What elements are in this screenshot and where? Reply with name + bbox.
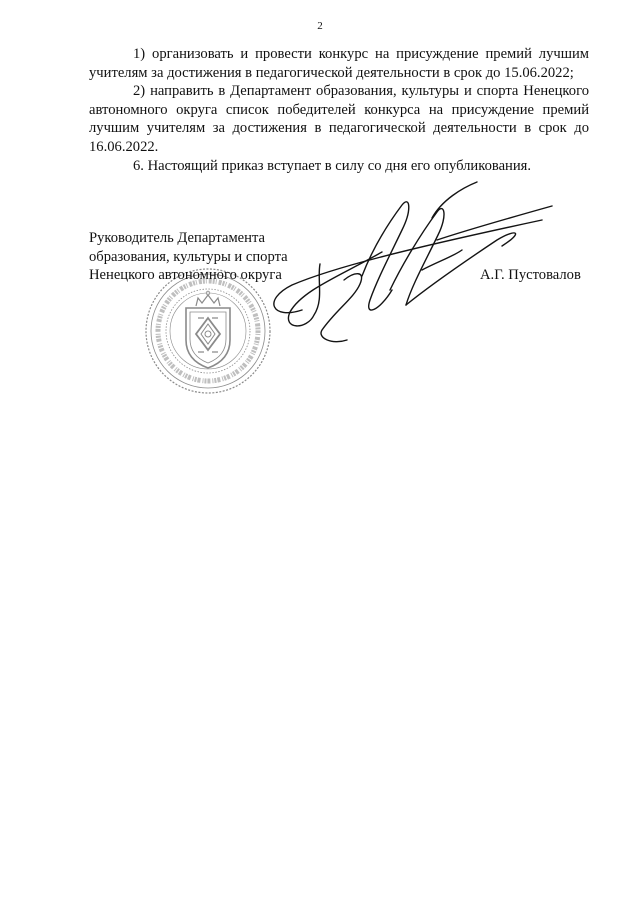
page-number: 2: [317, 20, 323, 32]
signatory-position: [89, 229, 288, 285]
position-line-2: образования, культуры и спорта: [89, 248, 288, 265]
paragraph-2: 2) направить в Департамент образования, культуры и спорта Ненецкого автономного округа список победителей конкурса на присуждение премий лучшим учителям за достижения в педагогической деятельности в срок до 16.06.2022.: [89, 83, 589, 155]
signer-name: А.Г. Пустовалов: [480, 267, 581, 283]
position-line-3: Ненецкого автономного округа: [89, 267, 282, 284]
paragraph-1: 1) организовать и провести конкурс на присуждение премий лучшим учителям за достижения в педагогической деятельности в срок до 15.06.2022;: [89, 46, 589, 81]
official-seal-icon: [138, 266, 278, 396]
position-line-1: Руководитель Департамента: [89, 230, 265, 246]
paragraph-3: 6. Настоящий приказ вступает в силу со дня его опубликования.: [133, 157, 532, 174]
handwritten-signature-icon: [262, 180, 562, 360]
document-body: [89, 45, 589, 175]
